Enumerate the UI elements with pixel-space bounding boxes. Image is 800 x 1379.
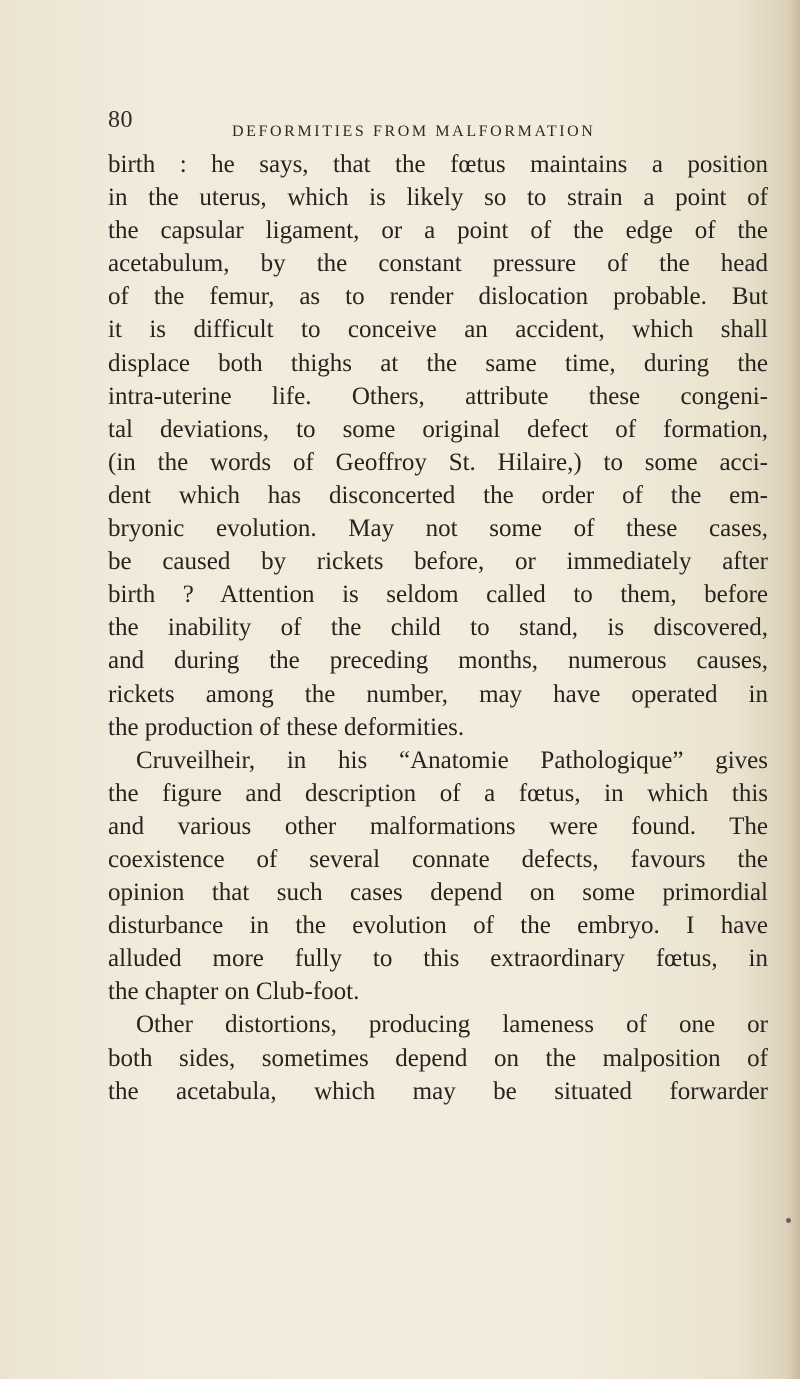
text-line: the figure and description of a fœtus, in which this [108, 779, 768, 807]
text-line: intra-uterine life. Others, attribute these congeni- [108, 382, 768, 410]
body-text [108, 148, 768, 1108]
text-line: displace both thighs at the same time, during the [108, 349, 768, 377]
text-line: both sides, sometimes depend on the malposition of [108, 1044, 768, 1072]
text-line: birth ? Attention is seldom called to them, before [108, 581, 768, 609]
text-line: disturbance in the evolution of the embryo. I have [108, 912, 768, 940]
text-line: rickets among the number, may have operated in [108, 680, 768, 708]
text-line: and during the preceding months, numerous causes, [108, 647, 768, 675]
text-line: and various other malformations were found. The [108, 812, 768, 840]
text-line: in the uterus, which is likely so to strain a point of [108, 184, 768, 212]
text-line: the capsular ligament, or a point of the edge of the [108, 217, 768, 245]
text-line: alluded more fully to this extraordinary fœtus, in [108, 945, 768, 973]
text-line: the production of these deformities. [108, 713, 465, 741]
text-line: bryonic evolution. May not some of these cases, [108, 515, 768, 543]
text-line: the acetabula, which may be situated forwarder [108, 1077, 768, 1105]
running-head: DEFORMITIES FROM MALFORMATION [232, 123, 596, 140]
text-line: of the femur, as to render dislocation probable. But [108, 283, 768, 311]
text-line: Cruveilheir, in his “Anatomie Pathologique” gives [136, 746, 768, 774]
text-line: coexistence of several connate defects, favours the [108, 845, 768, 873]
text-line: the inability of the child to stand, is discovered, [108, 614, 768, 642]
text-line: be caused by rickets before, or immediately after [108, 548, 768, 576]
text-line: acetabulum, by the constant pressure of the head [108, 250, 768, 278]
ink-speck [786, 1218, 791, 1223]
text-line: it is difficult to conceive an accident, which shall [108, 316, 768, 344]
text-line: the chapter on Club-foot. [108, 978, 360, 1006]
text-line: birth : he says, that the fœtus maintains a position [108, 151, 768, 178]
text-line: opinion that such cases depend on some primordial [108, 879, 768, 907]
text-line: dent which has disconcerted the order of the em- [108, 481, 768, 509]
text-line: tal deviations, to some original defect of formation, [108, 415, 768, 443]
page-edge-shadow [786, 0, 800, 1379]
page-number: 80 [108, 107, 133, 133]
text-line: (in the words of Geoffroy St. Hilaire,) to some acci- [108, 448, 768, 476]
text-line: Other distortions, producing lameness of one or [136, 1011, 768, 1039]
